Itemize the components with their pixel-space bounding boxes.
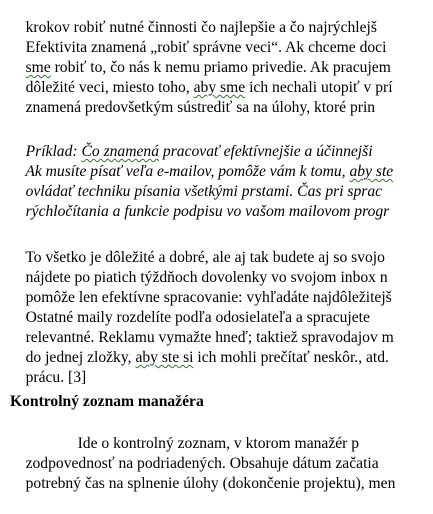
text-line	[10, 328, 393, 366]
text-run: krokov robiť nutné činnosti čo najlepšie a čo najrýchlejš	[25, 19, 377, 36]
text-line	[10, 348, 87, 386]
text-run: robiť to, čo nás k nemu priamo privedie. Ak pracujem	[50, 59, 391, 76]
text-line	[10, 38, 391, 76]
text-line	[10, 454, 396, 492]
text-line	[10, 58, 393, 96]
text-run: Ak musíte písať veľa e-mailov, pomôže vám k tomu,	[25, 163, 350, 180]
text-line	[10, 288, 370, 326]
text-line	[10, 308, 394, 346]
text-run: ovládať techniku písania všetkými prstami. Čas pri sprac	[25, 183, 383, 200]
example-line	[10, 142, 394, 180]
text-run: ich mohli prečítať neskôr., atd.	[193, 349, 393, 366]
example-line	[10, 162, 383, 200]
text-run: nájdete po piatich týždňoch dovolenky vo svojom inbox n	[25, 269, 388, 286]
text-run: pracovať efektívnejšie a účinnejši	[159, 143, 373, 160]
text-run: Ide o kontrolný zoznam, v ktorom manažér p	[77, 435, 360, 452]
text-line	[62, 414, 360, 452]
text-run: Efektivita znamená „robiť správne veci“. Ak chceme doci	[25, 39, 387, 56]
spellcheck-flagged-word: aby sme	[193, 79, 246, 96]
text-run: dôležité veci, miesto toho,	[25, 79, 194, 96]
spellcheck-flagged-word: aby ste si	[135, 349, 194, 366]
text-line	[10, 434, 379, 472]
spellcheck-flagged-word: sme	[25, 59, 51, 76]
text-run: Ostatné maily rozdelíte podľa odosielateľa a spracujete	[25, 309, 370, 326]
text-run: zodpovednosť na podriadených. Obsahuje dátum začatia	[25, 455, 379, 472]
spellcheck-flagged-word: aby ste	[349, 163, 394, 180]
example-line	[10, 122, 373, 160]
text-run: To všetko je dôležité a dobré, ale aj tak budete aj so svojo	[25, 249, 385, 266]
text-run: potrebný čas na splnenie úlohy (dokončenie projektu), men	[25, 475, 396, 492]
text-line	[10, 248, 388, 286]
text-line	[10, 0, 377, 36]
text-run: prácu. [3]	[25, 369, 87, 386]
spellcheck-flagged-word: Čo znamená	[81, 143, 160, 160]
text-line	[10, 228, 385, 266]
text-run: rýchločítania a funkcie podpisu vo vašom mailovom progr	[25, 203, 390, 220]
text-line	[10, 18, 387, 56]
text-run: do jednej zložky,	[25, 349, 136, 366]
section-heading: Kontrolný zoznam manažéra	[10, 393, 204, 410]
text-run: pomôže len efektívne spracovanie: vyhľadáte najdôležitejš	[25, 289, 392, 306]
text-line	[10, 268, 392, 306]
text-run: relevantné. Reklamu vymažte hneď; taktiež spravodajov m	[25, 329, 394, 346]
example-line	[10, 182, 390, 220]
text-line	[10, 78, 376, 116]
example-label: Príklad:	[25, 143, 78, 160]
text-run: ich nechali utopiť v prí	[245, 79, 393, 96]
text-run: znamená predovšetkým sústrediť sa na úlohy, ktoré prin	[25, 99, 376, 116]
